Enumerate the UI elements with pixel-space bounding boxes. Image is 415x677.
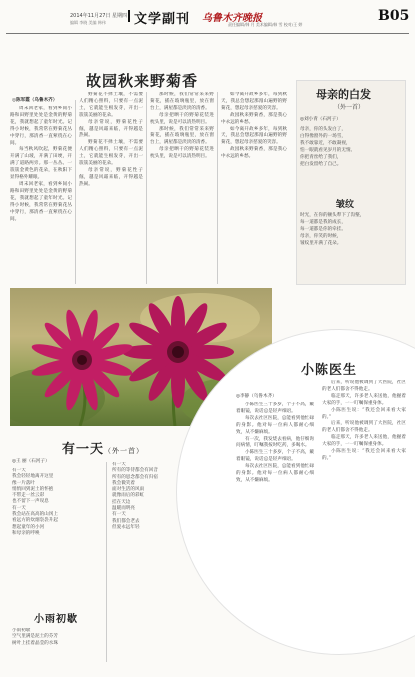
paragraph: 小陈医生三十多岁，个子不高，戴着眼镜，说话总是轻声细语。: [236, 402, 314, 414]
paragraph: 临走那天，许多老人来送他，他握着大家的手，一一叮嘱保重身体。: [322, 435, 406, 448]
main-article-title: 故园秋来野菊香: [86, 72, 199, 90]
poem-line: 面对生活的风雨: [112, 487, 145, 493]
paragraph: 如今离开故乡多年，每到秋天，我总会想起那漫山遍野的野菊花，想起母亲慈爱的笑容。: [221, 92, 287, 111]
poem-line: 挂在天边: [112, 499, 131, 505]
paragraph: 故园秋来野菊香，那是我心中永远的乡愁。: [221, 147, 287, 160]
poem-line: 温暖而明亮: [112, 506, 135, 512]
paragraph: 小陈医生说：“我还会回来看大家的。”: [322, 449, 406, 461]
main-article-column-3: [150, 92, 214, 284]
paragraph: 周末回老家，看到乡间小路和田野里处处是金黄的野菊花，我就想起了童年时光。记得小时候，我常常在野菊花丛中穿行，那清香一直萦绕在心间。: [10, 106, 72, 146]
page-header: [6, 6, 409, 34]
poem-line: 有一天: [12, 468, 26, 473]
poem-line: 有一天: [112, 512, 126, 518]
story-title: 小陈医生: [301, 363, 358, 378]
paragraph: 后来，听说他被调到了大医院，社区的老人们都舍不得他走。: [322, 380, 406, 392]
paragraph: 故园秋来野菊香，那是我心中永远的乡愁。: [221, 112, 287, 125]
paragraph: 周末回老家，看到乡间小路和田野里处处是金黄的野菊花，我就想起了童年时光。记得小时候，我常常在野菊花丛中穿行，那清香一直萦绕在心间。: [10, 181, 72, 222]
poem-line: 有一天: [12, 505, 26, 511]
poem-line: 我们都会老去: [112, 518, 140, 524]
poem-subtitle: （外一首）: [334, 104, 365, 111]
poem-line: 小雨初歇: [12, 628, 31, 633]
paragraph: 有一次，我发烧去看病，他仔细询问病情，叮嘱我按时吃药，多喝水。: [236, 436, 314, 449]
poem-line: 我会微笑着: [112, 480, 135, 486]
poem-line: 所有的思念都会有归宿: [112, 474, 158, 480]
poem-line: 想起童年的小河: [12, 524, 45, 530]
main-article-byline: ◎陈军霞（乌鲁木齐）: [12, 98, 58, 103]
poem-line: 但爱永远年轻: [112, 524, 140, 530]
poem-lines-2: [300, 212, 402, 247]
side-poem-subtitle: （外一首）: [104, 447, 145, 455]
poem-line: 我会站在高高的山冈上: [12, 512, 58, 518]
paragraph: 如今离开故乡多年，每到秋天，我总会想起那漫山遍野的野菊花，想起母亲慈爱的笑容。: [221, 126, 287, 146]
main-article-column-1: [10, 106, 72, 284]
paragraph: 小陈医生三十多岁，个子不高，戴着眼镜，说话总是轻声细语。: [236, 450, 314, 463]
paragraph: 母亲常说，野菊花性子倔，越是风霜来临，开得越是热闹。: [79, 119, 143, 139]
poem-line: 看远方的炊烟袅袅升起: [12, 518, 58, 524]
paragraph: 后来，听说他被调到了大医院，社区的老人们都舍不得他走。: [322, 421, 406, 434]
main-article-column-2: [79, 92, 143, 284]
paragraph: 野菊花不择土壤，不需要人们精心照料，只要有一点泥土，它就能生根发芽，开出一簇簇美丽的花朵。: [79, 92, 143, 118]
side-poem-title-text: 有一天: [62, 442, 105, 457]
poem-line: 母亲，你的头发白了，: [300, 127, 346, 132]
header-date: 2014年11月27日 星期四: [70, 13, 128, 19]
paragraph: 每当秋风吹起，野菊花便开满了山坡，开满了田埂，开满了道路两旁。那一丛丛、一簇簇金黄色的花朵，在秋阳下显得格外耀眼。: [10, 147, 72, 181]
poem-line: 把白发留给了自己。: [300, 162, 342, 167]
poem-title-2: 皱纹: [336, 200, 355, 210]
story-column-1: [236, 402, 314, 652]
paragraph: 那时候，我们常常采来野菊花，插在玻璃瓶里，放在窗台上，满屋都是淡淡的清香。: [150, 92, 214, 111]
column-divider: [217, 92, 218, 284]
newspaper-logo: 乌鲁木齐晚报: [202, 13, 262, 24]
poem-line: 有一天: [112, 462, 126, 467]
second-poem-lines: [12, 628, 102, 668]
poem-line: 也不留下一声叹息: [12, 499, 49, 505]
paragraph: 野菊花不择土壤，不需要人们精心照料，只要有一点泥土，它就能生根发芽，开出一簇簇美丽的花朵。: [79, 140, 143, 167]
poem-line: 白得像窗外的一场雪，: [300, 134, 346, 139]
poem-line: 皱纹里开满了花朵。: [300, 241, 342, 246]
poem-line: 每一道都是我的成长，: [300, 220, 346, 225]
second-poem-title: 小雨初歇: [34, 614, 78, 625]
header-meta: 责任编辑/韩 月 美术编辑/韩 雪 校对/王 婷: [228, 22, 303, 27]
side-poem-column-1: [12, 468, 102, 608]
side-poem-title: [62, 438, 144, 457]
story-column-2: [322, 380, 406, 652]
paragraph: 临走那天，许多老人来送他，他握着大家的手，一一叮嘱保重身体。: [322, 393, 406, 406]
poem-line: 就像雨后的彩虹: [112, 493, 145, 499]
story-byline: ◎李静（乌鲁木齐）: [236, 394, 277, 399]
main-article-column-4: [221, 92, 287, 284]
poem-line: 悄悄回到泥土的怀抱: [12, 486, 54, 492]
paragraph: 每次去社区医院，总能看到他忙碌的身影。他对每一位病人都耐心细致，从不嫌麻烦。: [236, 415, 314, 435]
page-number: B05: [378, 8, 410, 24]
paragraph: 每次去社区医院，总能看到他忙碌的身影。他对每一位病人都耐心细致，从不嫌麻烦。: [236, 464, 314, 483]
poem-line: 时光，在你的额头犁下了沟壑，: [300, 213, 365, 218]
poem-line: 每一道都是你的牵挂。: [300, 227, 346, 232]
section-title: 文学副刊: [134, 8, 190, 27]
paragraph: 母亲把晒干的野菊花装进枕头里，说是可以清热明目。: [150, 147, 214, 160]
poem-line: 像一片落叶: [12, 480, 35, 486]
paragraph: 小陈医生说：“我还会回来看大家的。”: [322, 407, 406, 420]
column-divider: [146, 92, 147, 284]
poem-line: 所有的等待都会有回音: [112, 468, 158, 474]
paragraph: 那时候，我们常常采来野菊花，插在玻璃瓶里，放在窗台上，满屋都是淡淡的清香。: [150, 126, 214, 146]
header-editors: 编辑 李晓 美编 韩伟: [70, 20, 106, 25]
side-poem-column-2: [112, 462, 202, 662]
poem-line: 空气里满是泥土的芬芳: [12, 634, 58, 640]
side-poem-byline: ◎王 丽（石河子）: [12, 459, 50, 464]
poem-line: 母亲，你笑的时候，: [300, 234, 342, 239]
paragraph: 母亲常说，野菊花性子倔，越是风霜来临，开得越是热闹。: [79, 167, 143, 187]
poem-line: 和母亲的呼唤: [12, 530, 40, 536]
poem-line: 我会轻轻地离开这里: [12, 474, 54, 480]
poem-author: ◎刘小青（石河子）: [300, 117, 341, 122]
poem-line: 你把青丝给了我们，: [300, 155, 342, 160]
poem-line: 怕一眼就看见岁月的无情。: [300, 148, 356, 153]
poem-line: 树叶上挂着晶莹的水珠: [12, 640, 58, 646]
column-divider: [106, 462, 107, 662]
poem-line: 不带走一丝云彩: [12, 493, 45, 499]
column-divider: [75, 100, 76, 284]
poem-title: 母亲的白发: [316, 88, 371, 101]
poem-lines: [300, 126, 402, 168]
poem-line: 我不敢靠近，不敢凝视，: [300, 141, 351, 146]
paragraph: 母亲把晒干的野菊花装进枕头里，说是可以清热明目。: [150, 112, 214, 125]
